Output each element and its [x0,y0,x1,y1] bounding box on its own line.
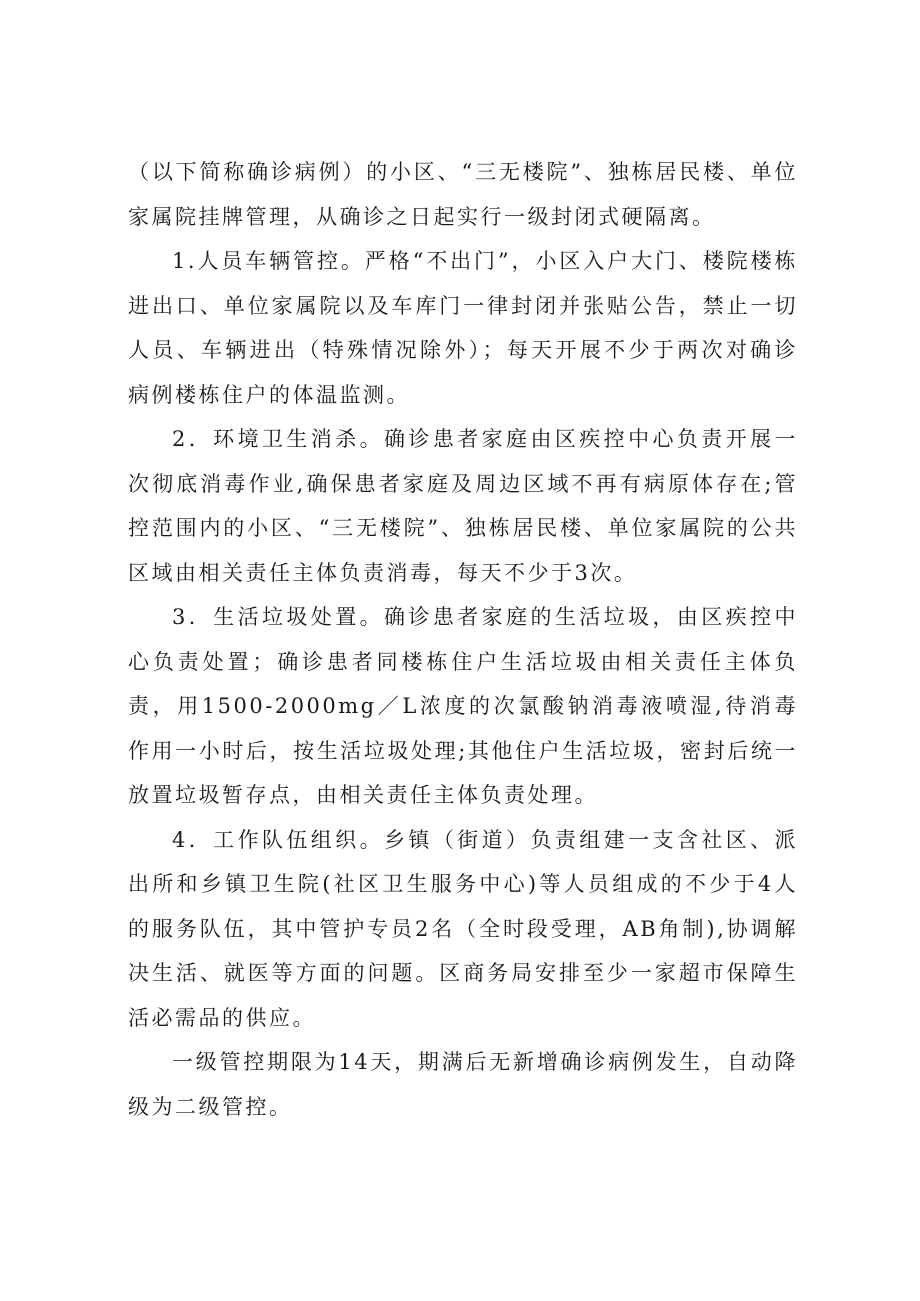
paragraph-personnel-vehicle-control: 1.人员车辆管控。严格“不出门”，小区入户大门、楼院楼栋进出口、单位家属院以及车库门一律封闭并张贴公告，禁止一切人员、车辆进出（特殊情况除外）；每天开展不少于两次对确诊病例楼栋住户的体温监测。 [128,249,798,407]
document-body [128,150,798,1129]
paragraph-intro: （以下简称确诊病例）的小区、“三无楼院”、独栋居民楼、单位家属院挂牌管理，从确诊之日起实行一级封闭式硬隔离。 [128,160,798,229]
paragraph-control-period: 一级管控期限为14天，期满后无新增确诊病例发生，自动降级为二级管控。 [128,1050,798,1119]
paragraph-garbage-disposal: 3．生活垃圾处置。确诊患者家庭的生活垃圾，由区疾控中心负责处置；确诊患者同楼栋住户生活垃圾由相关责任主体负责，用1500-2000mg／L浓度的次氯酸钠消毒液喷湿,待消毒作用一小时后，按生活垃圾处理;其他住户生活垃圾，密封后统一放置垃圾暂存点，由相关责任主体负责处理。 [128,605,798,807]
paragraph-environment-disinfection: 2．环境卫生消杀。确诊患者家庭由区疾控中心负责开展一次彻底消毒作业,确保患者家庭及周边区域不再有病原体存在;管控范围内的小区、“三无楼院”、独栋居民楼、单位家属院的公共区域由相关责任主体负责消毒，每天不少于3次。 [128,427,798,585]
paragraph-work-team: 4．工作队伍组织。乡镇（街道）负责组建一支含社区、派出所和乡镇卫生院(社区卫生服务中心)等人员组成的不少于4人的服务队伍，其中管护专员2名（全时段受理，AB角制),协调解决生活、就医等方面的问题。区商务局安排至少一家超市保障生活必需品的供应。 [128,827,798,1030]
